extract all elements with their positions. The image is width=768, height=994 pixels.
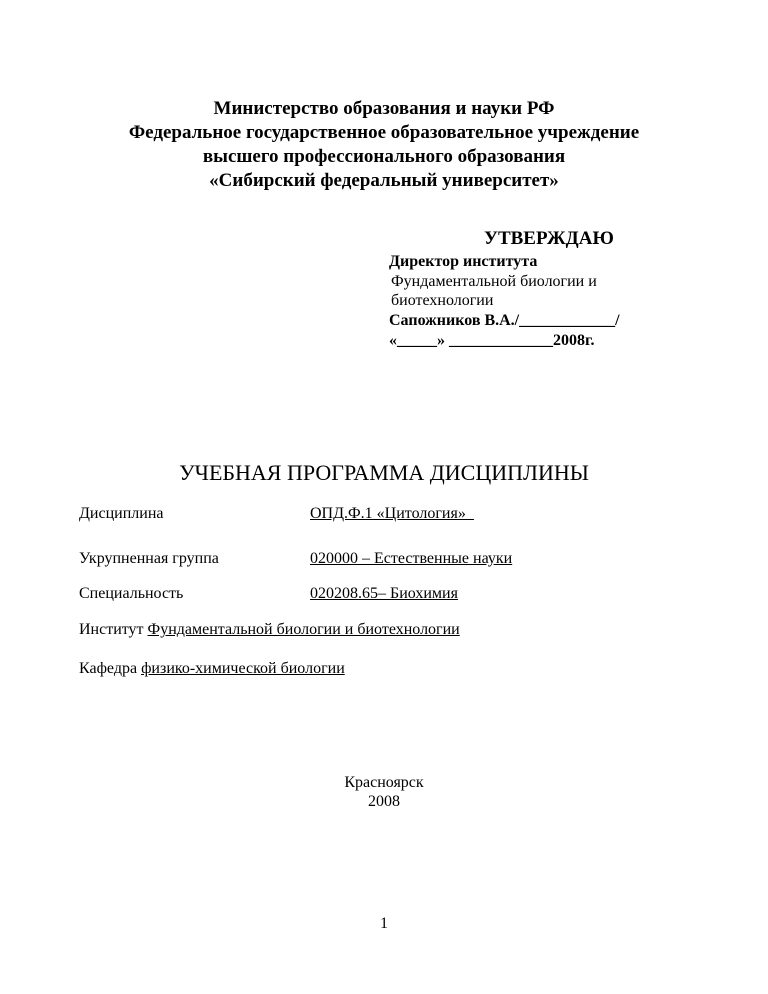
department-value: физико-химической биологии <box>141 660 345 677</box>
institute-label: Институт <box>79 621 144 638</box>
discipline-value: ОПД.Ф.1 «Цитология»_ <box>310 505 474 522</box>
approval-heading: УТВЕРЖДАЮ <box>484 228 614 249</box>
page-number: 1 <box>380 915 388 932</box>
group-label: Укрупненная группа <box>79 550 219 567</box>
approver-institute-line2: биотехнологии <box>391 292 494 309</box>
document-title: УЧЕБНАЯ ПРОГРАММА ДИСЦИПЛИНЫ <box>179 460 589 485</box>
city: Красноярск <box>344 774 424 791</box>
specialty-value: 020208.65– Биохимия <box>310 585 458 602</box>
department-row <box>79 660 345 678</box>
university-name: «Сибирский федеральный университет» <box>209 170 559 191</box>
department-label: Кафедра <box>79 660 138 677</box>
discipline-label: Дисциплина <box>79 505 164 522</box>
signature-line: Сапожников В.А./____________/ <box>389 312 620 329</box>
institution-type: Федеральное государственное образовательное учреждение <box>128 122 640 143</box>
specialty-label: Специальность <box>79 585 184 602</box>
education-level: высшего профессионального образования <box>202 146 566 167</box>
institute-value: Фундаментальной биологии и биотехнологии <box>147 621 460 638</box>
group-value: 020000 – Естественные науки <box>310 550 513 567</box>
institute-row <box>79 621 460 639</box>
ministry-name: Министерство образования и науки РФ <box>213 98 555 119</box>
year: 2008 <box>368 793 400 810</box>
approver-institute-line1: Фундаментальной биологии и <box>391 273 597 290</box>
approval-date-line: «_____» _____________2008г. <box>389 332 595 349</box>
approver-position: Директор института <box>389 253 538 270</box>
